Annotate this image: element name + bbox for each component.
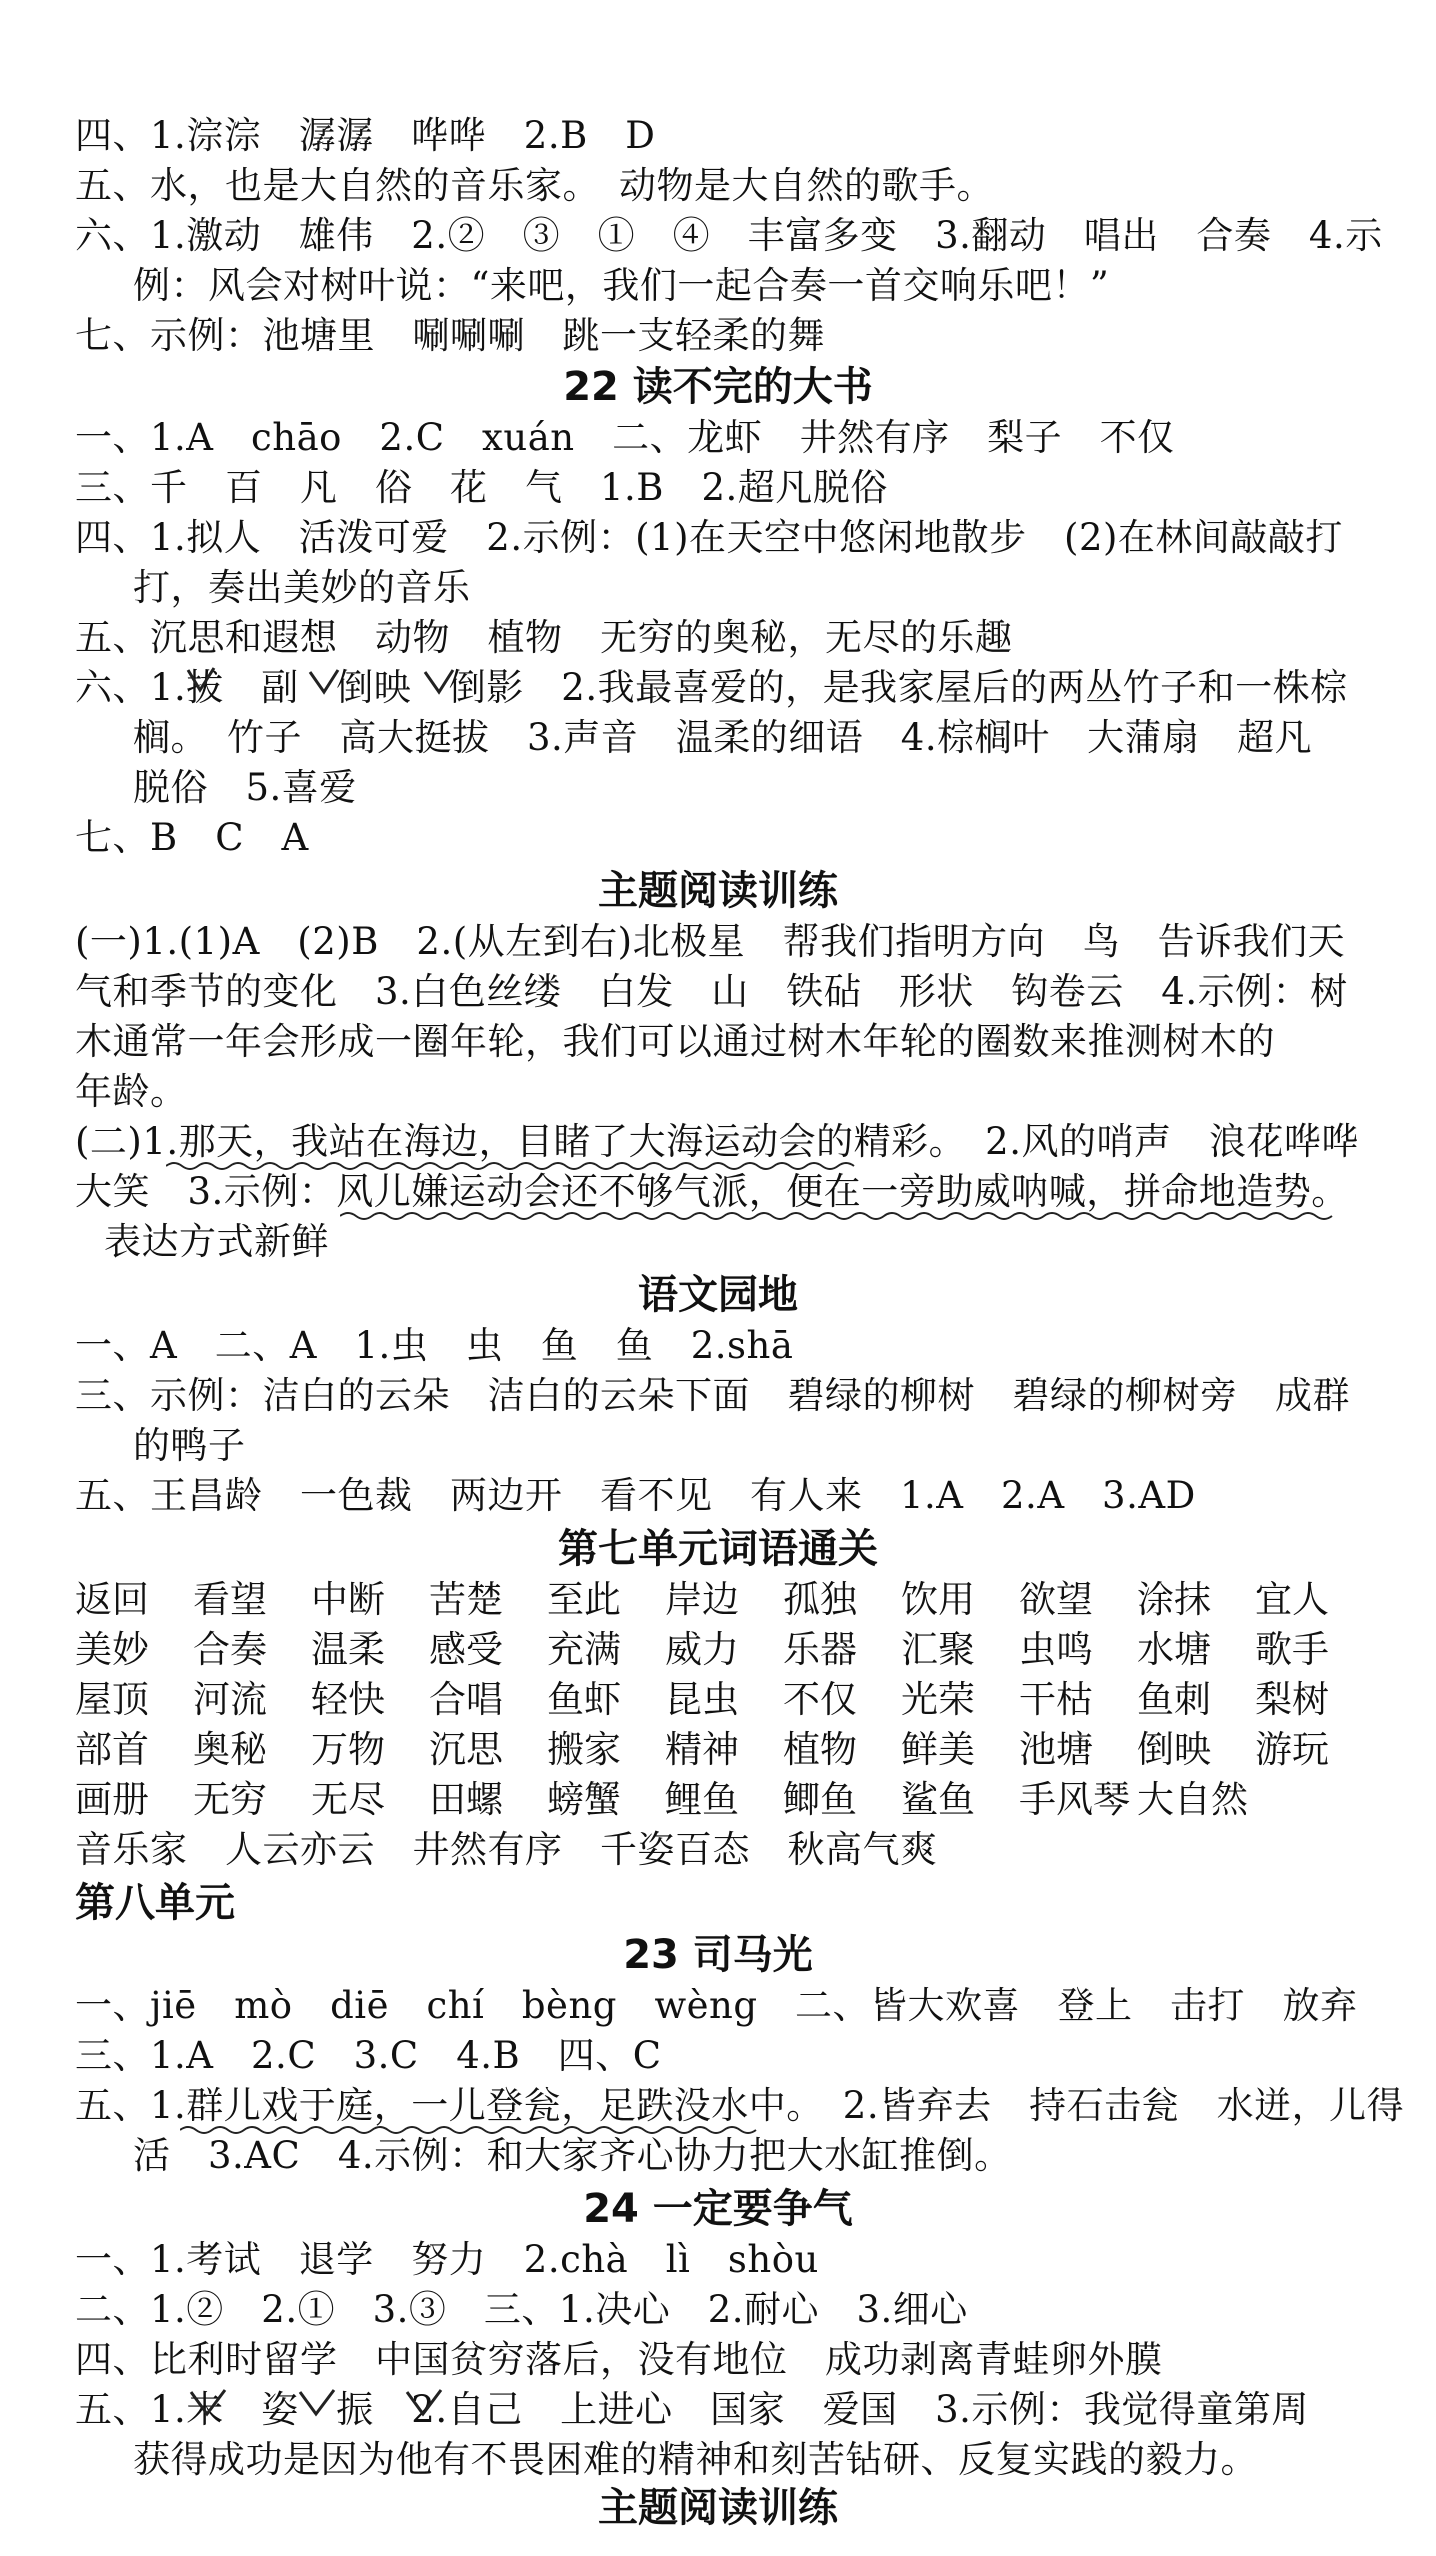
vocabulary-word: 鱼虾 [547,1678,621,1721]
vocabulary-word: 昆虫 [665,1678,739,1721]
answer-line: (一)1.(1)A (2)B 2.(从左到右)北极星 帮我们指明方向 鸟 告诉我们天 [75,920,1346,963]
vocabulary-word: 歌手 [1255,1628,1329,1671]
vocabulary-word: 鱼刺 [1137,1678,1211,1721]
answer-line: 三、示例：洁白的云朵 洁白的云朵下面 碧绿的柳树 碧绿的柳树旁 成群 [75,1374,1350,1417]
vocabulary-word: 无穷 [193,1778,267,1821]
answer-line: 六、1.激动 雄伟 2.② ③ ① ④ 丰富多变 3.翻动 唱出 合奏 4.示 [75,214,1383,257]
vocabulary-row [75,1625,1375,1675]
vocabulary-word: 温柔 [311,1628,385,1671]
answer-line: 七、B C A [75,816,309,859]
vocabulary-word: 光荣 [901,1678,975,1721]
vocabulary-word: 汇聚 [901,1628,975,1671]
unit-heading: 第八单元 [75,1880,235,1926]
vocabulary-word: 苦楚 [429,1578,503,1621]
vocabulary-word: 美妙 [75,1628,149,1671]
answer-line: 一、A 二、A 1.虫 虫 鱼 鱼 2.shā [75,1324,794,1367]
lesson-title: 22 读不完的大书 [563,364,873,410]
vocabulary-word: 充满 [547,1628,621,1671]
vocabulary-word: 田螺 [429,1778,503,1821]
answer-line: 气和季节的变化 3.白色丝缕 白发 山 铁砧 形状 钩卷云 4.示例：树 [75,970,1348,1013]
vocabulary-word: 饮用 [901,1578,975,1621]
answer-line: 四、1.拟人 活泼可爱 2.示例：(1)在天空中悠闲地散步 (2)在林间敲敲打 [75,516,1343,559]
answer-line: 木通常一年会形成一圈年轮，我们可以通过树木年轮的圈数来推测树木的 [75,1020,1275,1063]
vocabulary-word: 干枯 [1019,1678,1093,1721]
vocabulary-word: 返回 [75,1578,149,1621]
answer-line: 的鸭子 [133,1424,246,1467]
answer-line: 二、1.② 2.① 3.③ 三、1.决心 2.耐心 3.细心 [75,2288,968,2331]
vocabulary-word: 画册 [75,1778,149,1821]
vocabulary-word: 合奏 [193,1628,267,1671]
vocabulary-word: 河流 [193,1678,267,1721]
vocabulary-word: 倒映 [1137,1728,1211,1771]
vocabulary-row [75,1725,1375,1775]
answer-line: 四、比利时留学 中国贫穷落后，没有地位 成功剥离青蛙卵外膜 [75,2338,1163,2381]
vocabulary-word: 水塘 [1137,1628,1211,1671]
answer-line: 六、1.拔 副 倒映 倒影 2.我最喜爱的，是我家屋后的两丛竹子和一株棕 [75,666,1348,709]
vocabulary-word: 屋顶 [75,1678,149,1721]
vocabulary-word: 岸边 [665,1578,739,1621]
answer-line: 五、1.未 姿 振 2.自己 上进心 国家 爱国 3.示例：我觉得童第周 [75,2388,1309,2431]
answer-line: 音乐家 人云亦云 井然有序 千姿百态 秋高气爽 [75,1828,938,1871]
answer-line: 一、jiē mò diē chí bèng wèng 二、皆大欢喜 登上 击打 放弃 [75,1984,1358,2027]
answer-line: 活 3.AC 4.示例：和大家齐心协力把大水缸推倒。 [133,2134,1012,2177]
answer-line: 五、王昌龄 一色裁 两边开 看不见 有人来 1.A 2.A 3.AD [75,1474,1196,1517]
vocabulary-word: 虫鸣 [1019,1628,1093,1671]
section-title: 主题阅读训练 [598,868,838,914]
vocabulary-word: 沉思 [429,1728,503,1771]
vocabulary-word: 孤独 [783,1578,857,1621]
vocabulary-word: 鲨鱼 [901,1778,975,1821]
vocabulary-word: 乐器 [783,1628,857,1671]
correction-marks [185,2372,485,2432]
vocabulary-grid [75,1575,1375,1825]
answer-line: 榈。 竹子 高大挺拔 3.声音 温柔的细语 4.棕榈叶 大蒲扇 超凡 [133,716,1313,759]
vocabulary-word: 植物 [783,1728,857,1771]
vocabulary-word: 不仅 [783,1678,857,1721]
answer-line: 获得成功是因为他有不畏困难的精神和刻苦钻研、反复实践的毅力。 [133,2438,1258,2481]
vocabulary-word: 池塘 [1019,1728,1093,1771]
vocabulary-word: 感受 [429,1628,503,1671]
vocabulary-word: 欲望 [1019,1578,1093,1621]
answer-line: 脱俗 5.喜爱 [133,766,357,809]
vocabulary-word: 至此 [547,1578,621,1621]
vocabulary-word: 梨树 [1255,1678,1329,1721]
vocabulary-row [75,1775,1375,1825]
vocabulary-word: 螃蟹 [547,1778,621,1821]
answer-line: (二)1.那天，我站在海边，目睹了大海运动会的精彩。 2.风的哨声 浪花哗哗 [75,1120,1359,1163]
vocabulary-word: 威力 [665,1628,739,1671]
section-title: 语文园地 [638,1272,798,1318]
answer-line: 三、千 百 凡 俗 花 气 1.B 2.超凡脱俗 [75,466,888,509]
vocabulary-word: 涂抹 [1137,1578,1211,1621]
answer-line: 打，奏出美妙的音乐 [133,566,471,609]
answer-line: 五、1.群儿戏于庭，一儿登瓮，足跌没水中。 2.皆弃去 持石击瓮 水迸，儿得 [75,2084,1405,2127]
vocabulary-word: 鲜美 [901,1728,975,1771]
vocabulary-word: 大自然 [1137,1778,1248,1821]
answer-line: 年龄。 [75,1070,188,1113]
lesson-title: 24 一定要争气 [583,2186,853,2232]
vocabulary-word: 搬家 [547,1728,621,1771]
answer-line: 大笑 3.示例：风儿嫌运动会还不够气派，便在一旁助威呐喊，拼命地造势。 [75,1170,1349,1213]
vocabulary-word: 奥秘 [193,1728,267,1771]
answer-line: 五、水，也是大自然的音乐家。 动物是大自然的歌手。 [75,164,994,207]
vocabulary-row [75,1675,1375,1725]
answer-line: 一、1.考试 退学 努力 2.chà lì shòu [75,2238,819,2281]
answer-line: 四、1.淙淙 潺潺 哗哗 2.B D [75,114,656,157]
vocabulary-word: 宜人 [1255,1578,1329,1621]
answer-line: 一、1.A chāo 2.C xuán 二、龙虾 井然有序 梨子 不仅 [75,416,1175,459]
vocabulary-word: 鲤鱼 [665,1778,739,1821]
answer-line: 五、沉思和遐想 动物 植物 无穷的奥秘，无尽的乐趣 [75,616,1013,659]
correction-marks [180,650,480,710]
vocabulary-word: 看望 [193,1578,267,1621]
answer-line: 三、1.A 2.C 3.C 4.B 四、C [75,2034,662,2077]
vocabulary-row [75,1575,1375,1625]
vocabulary-word: 精神 [665,1728,739,1771]
lesson-title: 23 司马光 [623,1932,813,1978]
section-title: 主题阅读训练 [598,2485,838,2531]
vocabulary-word: 游玩 [1255,1728,1329,1771]
vocabulary-word: 轻快 [311,1678,385,1721]
answer-line: 七、示例：池塘里 唰唰唰 跳一支轻柔的舞 [75,314,825,357]
answer-line: 例：风会对树叶说：“来吧，我们一起合奏一首交响乐吧！” [133,264,1110,307]
vocabulary-word: 万物 [311,1728,385,1771]
vocabulary-word: 中断 [311,1578,385,1621]
answer-line: 表达方式新鲜 [104,1220,329,1263]
vocabulary-word: 无尽 [311,1778,385,1821]
wavy-underline [340,1210,1340,1222]
section-title: 第七单元词语通关 [558,1526,878,1572]
vocabulary-word: 部首 [75,1728,149,1771]
vocabulary-word: 鲫鱼 [783,1778,857,1821]
vocabulary-word: 手风琴 [1019,1778,1130,1821]
vocabulary-word: 合唱 [429,1678,503,1721]
